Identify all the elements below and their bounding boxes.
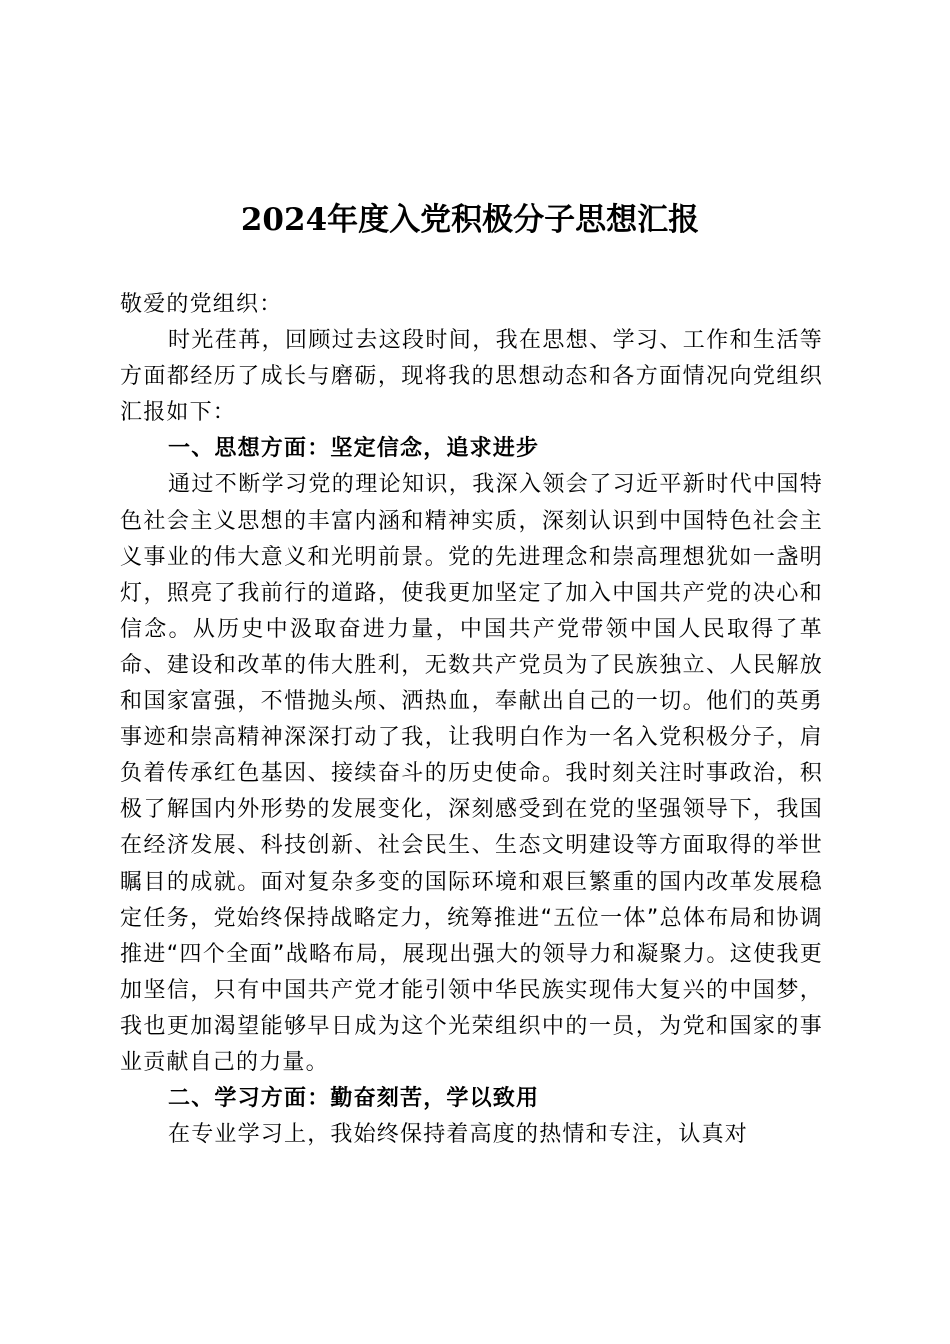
document-title: 2024年度入党积极分子思想汇报 (240, 202, 700, 238)
salutation: 敬爱的党组织： (120, 292, 283, 317)
section-paragraph-thought: 通过不断学习党的理论知识，我深入领会了习近平新时代中国特色社会主义思想的丰富内涵和精神实质，深刻认识到中国特色社会主义事业的伟大意义和光明前景。党的先进理念和崇高理想犹如一盏明灯，照亮了我前行的道路，使我更加坚定了加入中国共产党的决心和信念。从历史中汲取奋进力量，中国共产党带领中国人民取得了革命、建设和改革的伟大胜利，无数共产党员为了民族独立、人民解放和国家富强，不惜抛头颅、洒热血，奉献出自己的一切。他们的英勇事迹和崇高精神深深打动了我，让我明白作为一名入党积极分子，肩负着传承红色基因、接续奋斗的历史使命。我时刻关注时事政治，积极了解国内外形势的发展变化，深刻感受到在党的坚强领导下，我国在经济发展、科技创新、社会民生、生态文明建设等方面取得的举世瞩目的成就。面对复杂多变的国际环境和艰巨繁重的国内改革发展稳定任务，党始终保持战略定力，统筹推进“五位一体”总体布局和协调推进“四个全面”战略布局，展现出强大的领导力和凝聚力。这使我更加坚信，只有中国共产党才能引领中华民族实现伟大复兴的中国梦，我也更加渴望能够早日成为这个光荣组织中的一员，为党和国家的事业贡献自己的力量。 (120, 472, 823, 1075)
intro-paragraph: 时光荏苒，回顾过去这段时间，我在思想、学习、工作和生活等方面都经历了成长与磨砺，现将我的思想动态和各方面情况向党组织汇报如下： (120, 328, 823, 426)
document-body (120, 287, 823, 1153)
section-paragraph-study: 在专业学习上，我始终保持着高度的热情和专注，认真对 (168, 1122, 749, 1148)
section-heading-thought: 一、思想方面：坚定信念，追求进步 (168, 436, 540, 462)
section-heading-study: 二、学习方面：勤奋刻苦，学以致用 (168, 1086, 540, 1112)
